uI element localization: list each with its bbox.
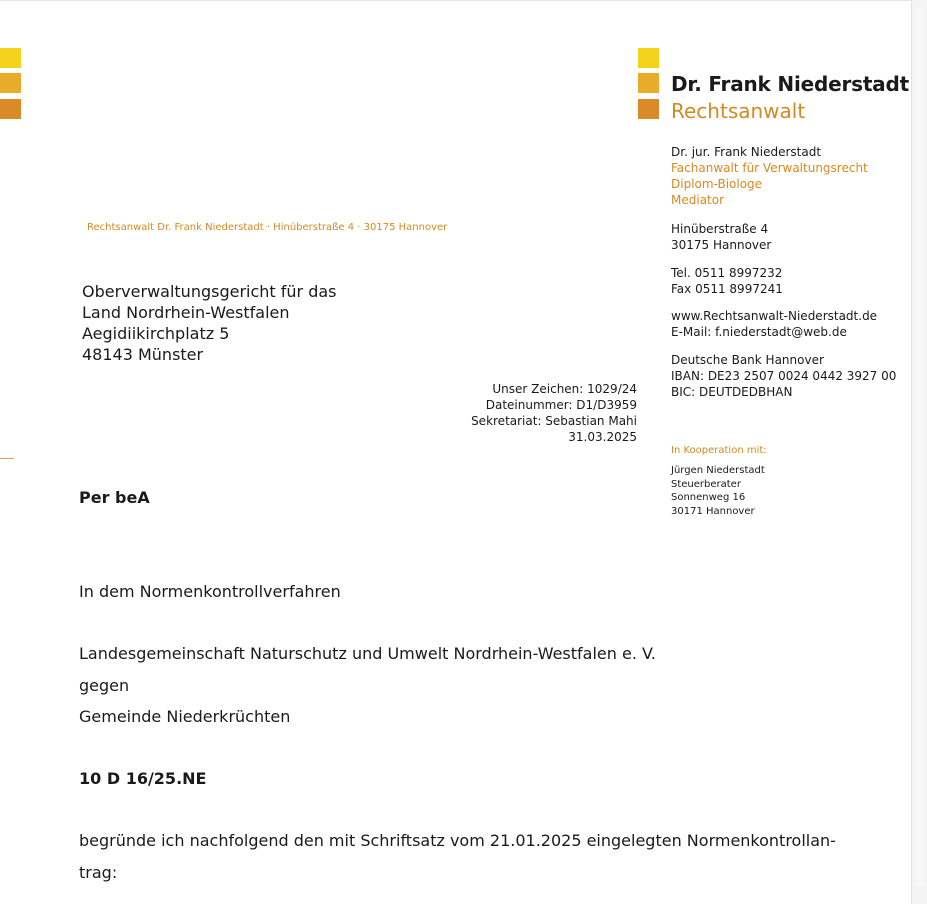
coop-line: 30171 Hannover	[671, 505, 755, 517]
sidebar-city: 30175 Hannover	[671, 238, 772, 252]
sidebar-online	[671, 308, 877, 340]
sidebar-qualification: Diplom-Biologe	[671, 177, 763, 191]
logo-yellow-square	[638, 48, 659, 68]
reference-dateinummer: Dateinummer: D1/D3959	[485, 398, 637, 412]
sidebar-web-link[interactable]: www.Rechtsanwalt-Niederstadt.de	[671, 309, 878, 323]
scrollbar-thumb[interactable]	[915, 6, 924, 886]
coop-line: Sonnenweg 16	[671, 492, 746, 503]
sidebar-phone	[671, 265, 783, 297]
sidebar-tel: Tel. 0511 8997232	[671, 266, 783, 280]
coop-label: In Kooperation mit:	[671, 445, 767, 456]
sidebar-street: Hinüberstraße 4	[671, 222, 769, 236]
reference-sekretariat: Sekretariat: Sebastian Mahi	[471, 414, 637, 428]
sidebar-qualification: Mediator	[671, 193, 725, 207]
proceeding-intro: In dem Normenkontrollverfahren	[79, 582, 341, 601]
fold-mark	[0, 458, 14, 459]
reference-block	[471, 381, 637, 445]
recipient-line: Oberverwaltungsgericht für das	[82, 282, 337, 301]
sidebar-email-link[interactable]: E-Mail: f.niederstadt@web.de	[671, 325, 847, 339]
sidebar-full-name: Dr. jur. Frank Niederstadt	[671, 145, 822, 159]
sidebar-bank-name: Deutsche Bank Hannover	[671, 353, 824, 367]
coop-line: Steuerberater	[671, 478, 741, 490]
body-paragraph-line: begründe ich nachfolgend den mit Schriftsatz vom 21.01.2025 eingelegten Normenkontrollan-	[79, 831, 836, 850]
sidebar-fax: Fax 0511 8997241	[671, 282, 783, 296]
recipient-line: Aegidiikirchplatz 5	[82, 324, 230, 343]
case-number: 10 D 16/25.NE	[79, 769, 207, 788]
sidebar-iban: IBAN: DE23 2507 0024 0442 3927 00	[671, 369, 897, 383]
logo-amber-square	[638, 73, 659, 93]
left-amber-mark	[0, 73, 21, 93]
reference-unser-zeichen: Unser Zeichen: 1029/24	[492, 382, 637, 396]
sidebar-bic: BIC: DEUTDEDBHAN	[671, 385, 793, 399]
sidebar-address	[671, 221, 771, 253]
sender-return-address: Rechtsanwalt Dr. Frank Niederstadt · Hinüberstraße 4 · 30175 Hannover	[87, 222, 448, 233]
brand-title: Rechtsanwalt	[671, 99, 806, 123]
coop-line: Jürgen Niederstadt	[671, 465, 765, 476]
left-yellow-mark	[0, 48, 21, 68]
brand-name: Dr. Frank Niederstadt	[671, 72, 909, 96]
delivery-method: Per beA	[79, 488, 150, 507]
sidebar-qualifications	[671, 144, 868, 208]
reference-date: 31.03.2025	[568, 430, 637, 444]
party-applicant: Landesgemeinschaft Naturschutz und Umwelt Nordrhein-Westfalen e. V.	[79, 644, 656, 663]
logo-orange-square	[638, 99, 659, 119]
sidebar-qualification: Fachanwalt für Verwaltungsrecht	[671, 161, 868, 175]
versus-text: gegen	[79, 676, 130, 695]
recipient-line: 48143 Münster	[82, 345, 204, 364]
recipient-address	[82, 281, 337, 365]
left-orange-mark	[0, 99, 21, 119]
recipient-line: Land Nordrhein-Westfalen	[82, 303, 290, 322]
party-respondent: Gemeinde Niederkrüchten	[79, 707, 291, 726]
coop-address	[671, 464, 765, 518]
body-paragraph-line: trag:	[79, 863, 118, 882]
sidebar-bank	[671, 352, 896, 400]
vertical-scrollbar[interactable]	[911, 0, 927, 904]
